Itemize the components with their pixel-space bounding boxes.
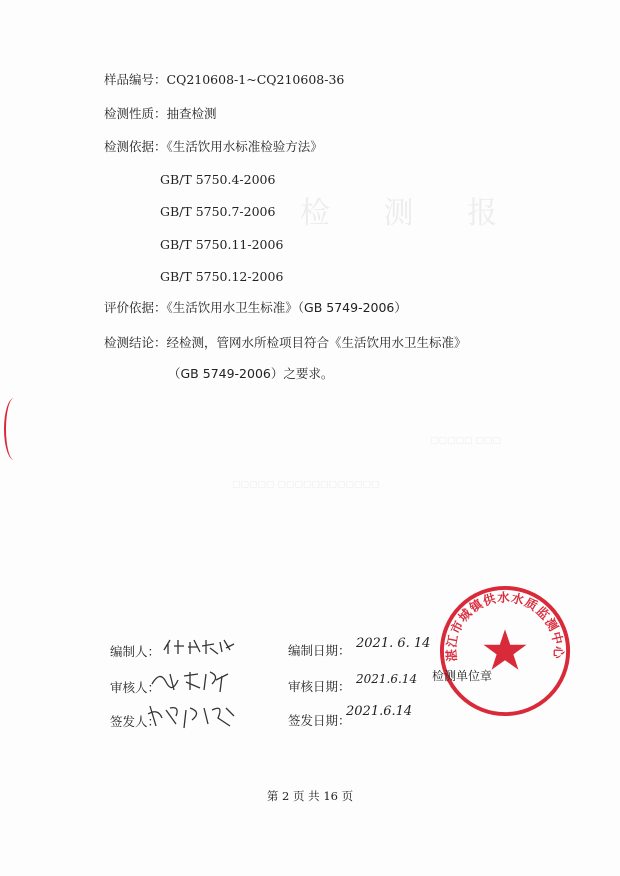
reviewer-signature — [150, 666, 240, 694]
compiler-label: 编制人： — [110, 644, 161, 659]
issuer-label: 签发人： — [110, 714, 161, 729]
seal-text: 湛江市城镇供水水质监测中心 — [444, 590, 566, 663]
standard-item: GB/T 5750.11-2006 — [160, 237, 284, 252]
evaluation-basis-row — [104, 298, 407, 316]
issue-date-value: 2021.6.14 — [346, 704, 413, 719]
sample-number-row — [104, 70, 344, 88]
review-date-value: 2021.6.14 — [356, 672, 418, 686]
seal-star-icon — [484, 629, 527, 669]
compiler-signature — [160, 634, 240, 658]
issuer-signature — [146, 700, 242, 730]
official-seal — [436, 582, 574, 720]
test-basis-row — [104, 137, 323, 155]
evaluation-basis-value: 《生活饮用水卫生标准》（GB 5749-2006） — [166, 300, 407, 315]
sample-number-value: CQ210608-1~CQ210608-36 — [166, 72, 345, 87]
seal-caption: 检测单位章 — [432, 669, 493, 683]
test-nature-row — [104, 104, 217, 122]
binding-mark — [4, 398, 24, 460]
conclusion-row — [104, 333, 467, 351]
compile-date-label: 编制日期： — [288, 643, 351, 658]
page-number: 第 2 页 共 16 页 — [266, 789, 354, 803]
test-nature-value: 抽查检测 — [166, 106, 217, 121]
standard-item: GB/T 5750.7-2006 — [160, 204, 276, 219]
watermark-text: 检 测 报 — [300, 196, 520, 231]
ghost-stamp-line: ▢▢▢▢▢ ▢▢▢ — [430, 436, 501, 446]
standard-item: GB/T 5750.12-2006 — [160, 269, 284, 284]
test-basis-value: 《生活饮用水标准检验方法》 — [166, 139, 323, 154]
review-date-label: 审核日期： — [288, 679, 351, 694]
conclusion-text: 经检测，管网水所检项目符合《生活饮用水卫生标准》 — [166, 335, 467, 350]
standard-item: GB/T 5750.4-2006 — [160, 172, 276, 187]
ghost-stamp-line: ▢▢▢▢▢ ▢▢▢▢▢▢▢▢▢▢▢▢ — [232, 480, 380, 490]
compile-date-value: 2021. 6. 14 — [356, 636, 431, 651]
reviewer-label: 审核人： — [110, 680, 161, 695]
conclusion-label: 检测结论： — [104, 335, 167, 350]
issue-date-label: 签发日期： — [288, 713, 351, 728]
sample-number-label: 样品编号： — [104, 72, 167, 87]
evaluation-basis-label: 评价依据： — [104, 300, 167, 315]
conclusion-text-continued: （GB 5749-2006）之要求。 — [168, 366, 334, 381]
test-basis-label: 检测依据： — [104, 139, 167, 154]
test-nature-label: 检测性质： — [104, 106, 167, 121]
